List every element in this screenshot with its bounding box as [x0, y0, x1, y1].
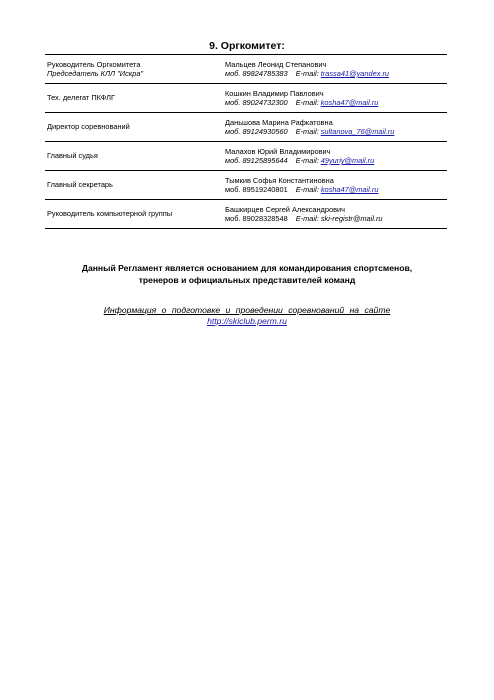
email-label: E-mail:	[295, 214, 319, 223]
email-link[interactable]: 49yuriy@mail.ru	[320, 156, 375, 165]
info-block	[30, 305, 464, 327]
role-label: Директор соревнований	[47, 122, 130, 132]
phone-number: моб. 89519240801	[225, 185, 288, 194]
section-heading: 9. Оргкомитет:	[209, 40, 285, 52]
organizing-committee-table	[45, 54, 447, 229]
role-cell	[45, 55, 223, 84]
table-row	[45, 171, 447, 200]
role-cell	[45, 84, 223, 113]
table-row	[45, 200, 447, 229]
role-cell	[45, 113, 223, 142]
email-label: E-mail:	[295, 69, 319, 78]
email-link[interactable]: sultanova_76@mail.ru	[320, 127, 395, 136]
person-name: Даньшова Марина Рафкатовна	[225, 117, 333, 127]
email-label: E-mail:	[295, 185, 319, 194]
website-link[interactable]: http://skiclub.perm.ru	[207, 316, 287, 326]
contact-cell	[223, 142, 447, 171]
contact-cell	[223, 113, 447, 142]
contact-cell	[223, 200, 447, 229]
notice-line: тренеров и официальных представителей команд	[138, 275, 356, 285]
notice-line: Данный Регламент является основанием для командирования спортсменов,	[81, 263, 413, 273]
person-name: Тымкив Софья Константиновна	[225, 175, 334, 185]
role-label: Главный секретарь	[47, 180, 113, 190]
contact-cell	[223, 55, 447, 84]
email-link[interactable]: kosha47@mail.ru	[320, 98, 379, 107]
person-name: Башкирцев Сергей Александрович	[225, 204, 345, 214]
phone-number: моб. 89124930560	[225, 127, 288, 136]
person-name: Малахов Юрий Владимирович	[225, 146, 331, 156]
role-cell	[45, 171, 223, 200]
regulation-notice	[30, 262, 464, 286]
role-label: Главный судья	[47, 151, 98, 161]
role-label: Руководитель компьютерной группы	[47, 209, 173, 219]
table-row	[45, 84, 447, 113]
phone-number: моб. 89024732300	[225, 98, 288, 107]
info-text: Информация о подготовке и проведении соревнований на сайте	[103, 305, 391, 315]
role-label: Тех. делегат ПКФЛГ	[47, 93, 115, 103]
email-link[interactable]: kosha47@mail.ru	[320, 185, 379, 194]
table-row	[45, 55, 447, 84]
email-text: ski-registr@mail.ru	[320, 214, 383, 223]
email-label: E-mail:	[295, 127, 319, 136]
contact-cell	[223, 171, 447, 200]
role-label: Председатель КЛЛ "Искра"	[47, 69, 144, 78]
email-link[interactable]: trassa41@yandex.ru	[320, 69, 390, 78]
role-cell	[45, 142, 223, 171]
table-row	[45, 113, 447, 142]
email-label: E-mail:	[295, 98, 319, 107]
phone-number: моб. 89125895644	[225, 156, 288, 165]
role-cell	[45, 200, 223, 229]
person-name: Мальцев Леонид Степанович	[225, 59, 327, 69]
contact-cell	[223, 84, 447, 113]
table-row	[45, 142, 447, 171]
person-name: Кошкин Владимир Павлович	[225, 88, 324, 98]
phone-number: моб. 89028328548	[225, 214, 288, 223]
role-label: Руководитель Оргкомитета	[47, 59, 141, 69]
email-label: E-mail:	[295, 156, 319, 165]
phone-number: моб. 89824785383	[225, 69, 288, 78]
